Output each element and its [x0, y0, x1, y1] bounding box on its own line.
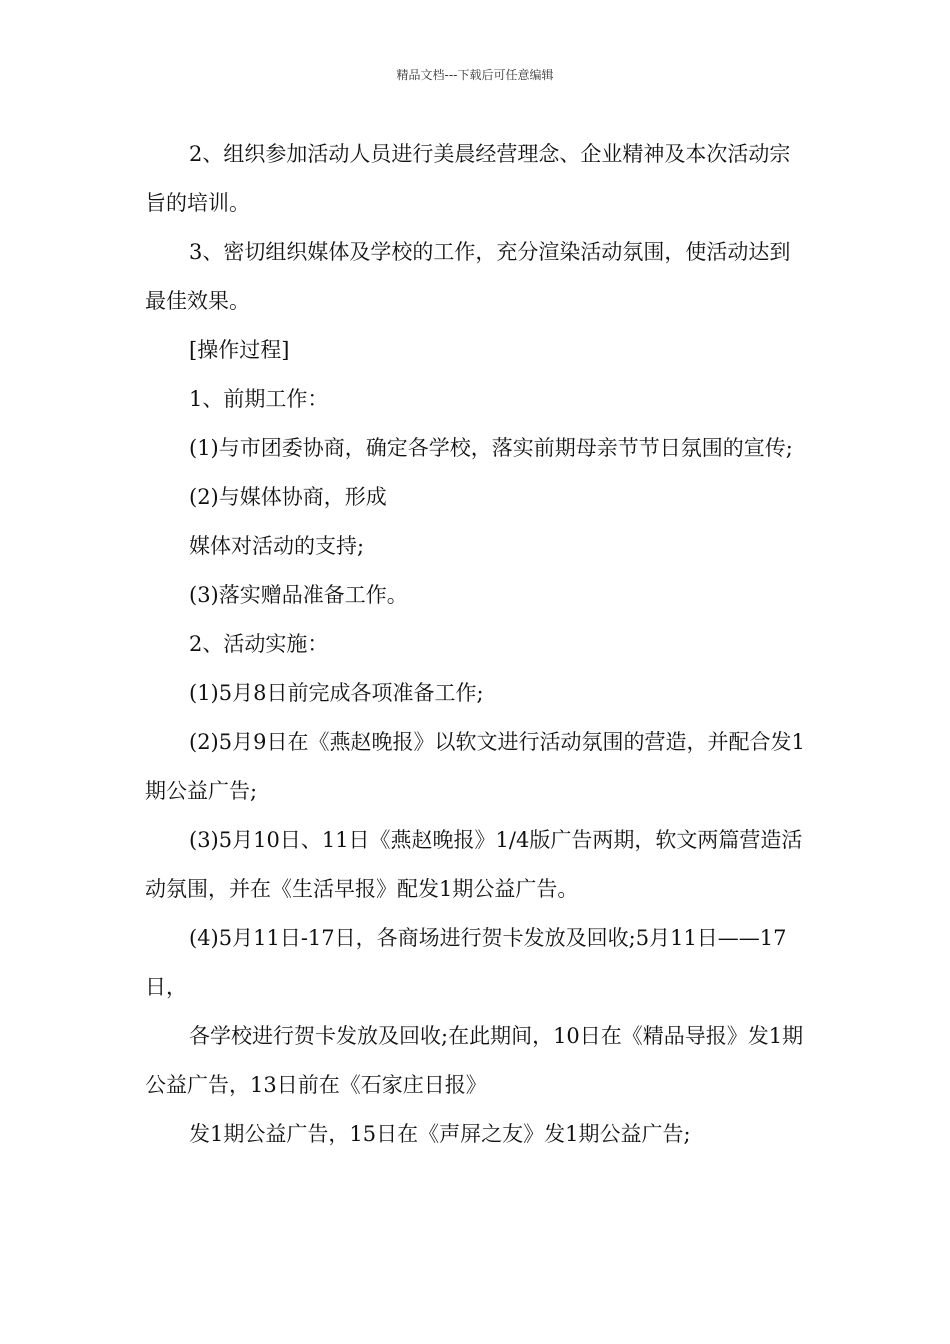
paragraph: (3)落实赠品准备工作。	[189, 583, 408, 607]
paragraph: (4)5月11日-17日，各商场进行贺卡发放及回收;5月11日——17日，	[145, 926, 787, 999]
paragraph: (2)5月9日在《燕赵晚报》以软文进行活动氛围的营造，并配合发1期公益广告;	[145, 730, 805, 803]
paragraph: (1)与市团委协商，确定各学校，落实前期母亲节节日氛围的宣传;	[189, 436, 793, 460]
paragraph: 1、前期工作：	[189, 387, 329, 411]
paragraph: 2、组织参加活动人员进行美晨经营理念、企业精神及本次活动宗旨的培训。	[145, 142, 791, 215]
paragraph: (2)与媒体协商，形成	[189, 485, 387, 509]
paragraph: 3、密切组织媒体及学校的工作，充分渲染活动氛围，使活动达到最佳效果。	[145, 240, 791, 313]
paragraph: (3)5月10日、11日《燕赵晚报》1/4版广告两期，软文两篇营造活动氛围，并在《生活早报》配发1期公益广告。	[145, 828, 803, 901]
paragraph: 2、活动实施：	[189, 632, 329, 656]
paragraph: 发1期公益广告，15日在《声屏之友》发1期公益广告;	[189, 1122, 691, 1146]
page-header: 精品文档---下载后可任意编辑	[396, 68, 554, 82]
paragraph: (1)5月8日前完成各项准备工作;	[189, 681, 484, 705]
paragraph: 媒体对活动的支持;	[189, 534, 365, 558]
document-body	[145, 130, 810, 1159]
paragraph: 各学校进行贺卡发放及回收;在此期间，10日在《精品导报》发1期公益广告，13日前在《石家庄日报》	[145, 1024, 804, 1097]
section-heading: [操作过程]	[189, 338, 290, 362]
